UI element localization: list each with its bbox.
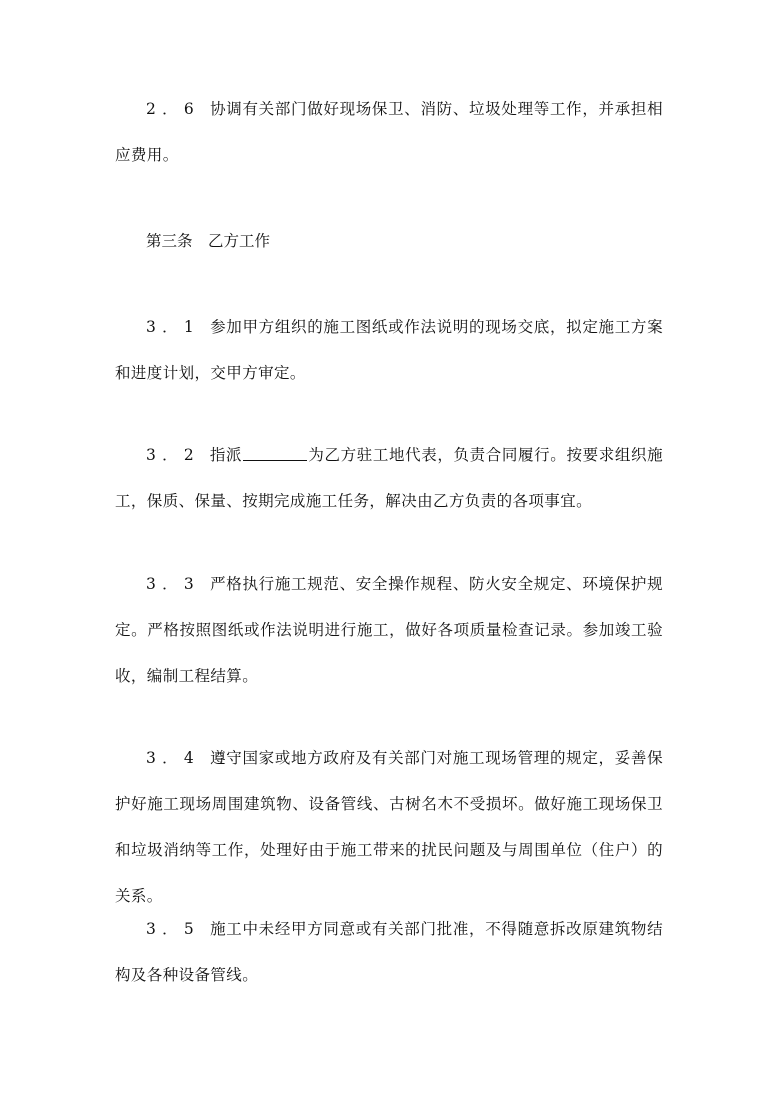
clause-text-prefix: 指派 — [209, 446, 243, 464]
clause-number: 3．1 — [146, 318, 200, 336]
clause-3-1 — [115, 304, 663, 396]
clause-text: 严格执行施工规范、安全操作规程、防火安全规定、环境保护规定。严格按照图纸或作法说明进行施工，做好各项质量检查记录。参加竣工验收，编制工程结算。 — [115, 575, 663, 685]
clause-text: 协调有关部门做好现场保卫、消防、垃圾处理等工作，并承担相应费用。 — [115, 100, 663, 164]
clause-number: 3．3 — [146, 575, 200, 593]
clause-3-3 — [115, 561, 663, 699]
clause-text: 施工中未经甲方同意或有关部门批准，不得随意拆改原建筑物结构及各种设备管线。 — [115, 920, 663, 984]
clause-number: 2．6 — [146, 100, 200, 118]
clause-3-5 — [115, 906, 663, 998]
clause-3-2 — [115, 432, 663, 524]
clause-3-4 — [115, 735, 663, 919]
fill-in-blank — [243, 446, 307, 461]
clause-text: 遵守国家或地方政府及有关部门对施工现场管理的规定，妥善保护好施工现场周围建筑物、设备管线、古树名木不受损坏。做好施工现场保卫和垃圾消纳等工作，处理好由于施工带来的扰民问题及与周围单位（住户）的关系。 — [115, 749, 663, 905]
clause-number: 3．2 — [146, 446, 200, 464]
clause-number: 3．5 — [146, 920, 200, 938]
clause-number: 3．4 — [146, 749, 200, 767]
clause-text: 参加甲方组织的施工图纸或作法说明的现场交底，拟定施工方案和进度计划，交甲方审定。 — [115, 318, 663, 382]
clause-text-suffix: 为乙方驻工地代表，负责合同履行。按要求组织施工，保质、保量、按期完成施工任务，解决由乙方负责的各项事宜。 — [115, 446, 663, 510]
clause-2-6 — [115, 86, 663, 178]
article-3-heading: 第三条 乙方工作 — [146, 232, 271, 250]
